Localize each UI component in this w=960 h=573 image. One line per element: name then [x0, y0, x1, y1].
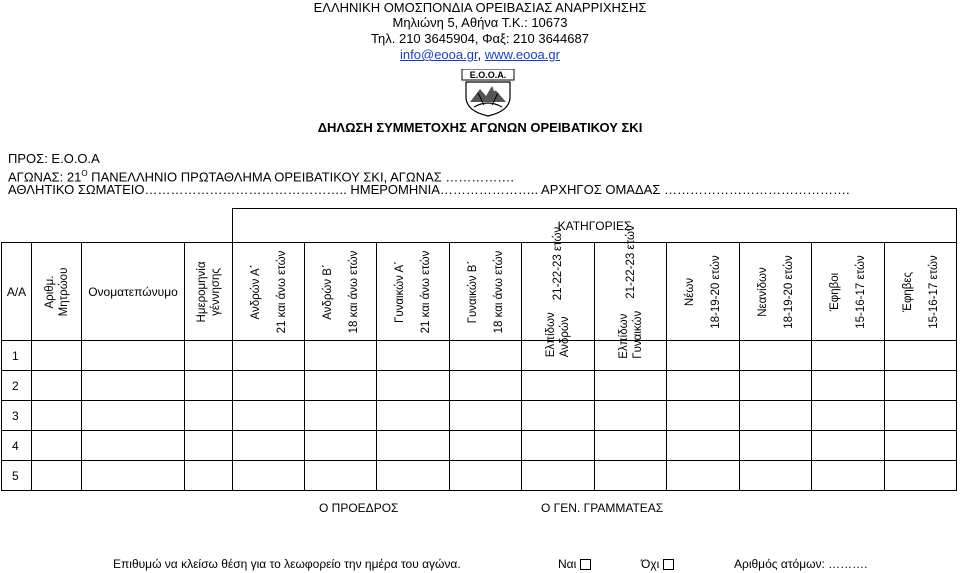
contact-separator: ,: [477, 47, 485, 62]
logo-text: Ε.Ο.Ο.Α.: [469, 70, 507, 80]
col-registry: Αριθμ. Μητρώου: [32, 243, 82, 341]
yes-option[interactable]: [558, 557, 591, 571]
category-cell[interactable]: [885, 461, 957, 491]
category-cell[interactable]: [812, 401, 885, 431]
birthdate-cell[interactable]: [185, 431, 233, 461]
category-cell[interactable]: [305, 431, 377, 461]
table-row: 2: [2, 371, 957, 401]
category-header: Ελπίδων Γυναικών21-22-23 ετών: [595, 243, 667, 341]
birthdate-cell[interactable]: [185, 341, 233, 371]
categories-header: ΚΑΤΗΓΟΡΙΕΣ: [233, 209, 957, 243]
registry-cell[interactable]: [32, 371, 82, 401]
category-cell[interactable]: [305, 371, 377, 401]
category-cell[interactable]: [812, 371, 885, 401]
category-cell[interactable]: [377, 461, 450, 491]
category-cell[interactable]: [812, 341, 885, 371]
birthdate-cell[interactable]: [185, 461, 233, 491]
bus-request-text: Επιθυμώ να κλείσω θέση για το λεωφορείο την ημέρα του αγώνα.: [113, 557, 461, 571]
category-cell[interactable]: [450, 431, 522, 461]
category-header: Ανδρών Β΄ 18 και άνω ετών: [305, 243, 377, 341]
category-cell[interactable]: [522, 371, 595, 401]
category-cell[interactable]: [522, 401, 595, 431]
category-cell[interactable]: [667, 341, 740, 371]
category-header: Ανδρών Α΄ 21 και άνω ετών: [233, 243, 305, 341]
category-cell[interactable]: [812, 461, 885, 491]
no-option[interactable]: [641, 557, 674, 571]
category-header: Ελπίδων Ανδρών21-22-23 ετών: [522, 243, 595, 341]
registry-cell[interactable]: [32, 341, 82, 371]
category-cell[interactable]: [305, 461, 377, 491]
participants-table: [1, 208, 957, 491]
secretary-signature: Ο ΓΕΝ. ΓΡΑΜΜΑΤΕΑΣ: [541, 501, 664, 515]
race-line: ΑΓΩΝΑΣ: $21^O$ ΠΑΝΕΛΛΗΝΙΟ ΠΡΩΤΑΘΛΗΜΑ ΟΡΕΙΒΑΤΙΚΟΥ ΣΚΙ, ΑΓΩΝΑΣ …………….: [8, 169, 514, 185]
table-row: 4: [2, 431, 957, 461]
category-cell[interactable]: [667, 401, 740, 431]
category-cell[interactable]: [233, 341, 305, 371]
category-cell[interactable]: [233, 401, 305, 431]
org-contacts: [0, 47, 960, 62]
registry-cell[interactable]: [32, 431, 82, 461]
category-cell[interactable]: [305, 341, 377, 371]
birthdate-cell[interactable]: [185, 371, 233, 401]
col-aa: Α/Α: [2, 243, 32, 341]
table-row: 5: [2, 461, 957, 491]
registry-cell[interactable]: [32, 461, 82, 491]
category-cell[interactable]: [885, 431, 957, 461]
name-cell[interactable]: [82, 431, 185, 461]
document-title: ΔΗΛΩΣΗ ΣΥΜΜΕΤΟΧΗΣ ΑΓΩΝΩΝ ΟΡΕΙΒΑΤΙΚΟΥ ΣΚΙ: [317, 120, 643, 135]
name-cell[interactable]: [82, 401, 185, 431]
category-cell[interactable]: [233, 431, 305, 461]
category-cell[interactable]: [885, 401, 957, 431]
col-name: Ονοματεπώνυμο: [82, 243, 185, 341]
category-cell[interactable]: [740, 371, 812, 401]
category-cell[interactable]: [522, 461, 595, 491]
category-cell[interactable]: [377, 431, 450, 461]
no-checkbox[interactable]: [663, 559, 674, 570]
email-link[interactable]: info@eooa.gr: [400, 47, 478, 62]
category-cell[interactable]: [305, 401, 377, 431]
category-cell[interactable]: [450, 341, 522, 371]
org-address: Μηλιώνη 5, Αθήνα Τ.Κ.: 10673: [392, 15, 568, 30]
category-cell[interactable]: [740, 341, 812, 371]
category-cell[interactable]: [740, 431, 812, 461]
org-phone: Τηλ. 210 3645904, Φαξ: 210 3644687: [371, 31, 589, 46]
category-cell[interactable]: [740, 461, 812, 491]
federation-logo: [458, 69, 518, 117]
birthdate-cell[interactable]: [185, 401, 233, 431]
recipient-line: ΠΡΟΣ: Ε.Ο.Ο.Α: [8, 151, 100, 166]
club-line: ΑΘΛΗΤΙΚΟ ΣΩΜΑΤΕΙΟ……………………………………….. ΗΜΕΡΟΜΗΝΙΑ………………….. ΑΡΧΗΓΟΣ ΟΜΑΔΑΣ …………………………………….: [8, 182, 850, 197]
category-header: Έφηβες 15-16-17 ετών: [885, 243, 957, 341]
category-cell[interactable]: [595, 401, 667, 431]
category-cell[interactable]: [522, 431, 595, 461]
category-cell[interactable]: [450, 401, 522, 431]
category-header: Γυναικών Α΄ 21 και άνω ετών: [377, 243, 450, 341]
category-header: Γυναικών Β΄ 18 και άνω ετών: [450, 243, 522, 341]
name-cell[interactable]: [82, 371, 185, 401]
category-cell[interactable]: [450, 461, 522, 491]
category-cell[interactable]: [450, 371, 522, 401]
table-row: 1: [2, 341, 957, 371]
category-header: Νέων 18-19-20 ετών: [667, 243, 740, 341]
category-cell[interactable]: [885, 371, 957, 401]
website-link[interactable]: www.eooa.gr: [484, 47, 560, 62]
category-cell[interactable]: [233, 371, 305, 401]
no-label: Όχι: [641, 557, 660, 571]
persons-count: Αριθμός ατόμων: ……….: [734, 557, 868, 571]
category-header: Νεανίδων 18-19-20 ετών: [740, 243, 812, 341]
yes-label: Ναι: [558, 557, 577, 571]
category-cell[interactable]: [667, 371, 740, 401]
category-cell[interactable]: [812, 431, 885, 461]
name-cell[interactable]: [82, 461, 185, 491]
president-signature: Ο ΠΡΟΕΔΡΟΣ: [319, 501, 399, 515]
org-name: ΕΛΛΗΝΙΚΗ ΟΜΟΣΠΟΝΔΙΑ ΟΡΕΙΒΑΣΙΑΣ ΑΝΑΡΡΙΧΗΣΗΣ: [313, 0, 647, 15]
category-cell[interactable]: [667, 431, 740, 461]
col-birthdate: Ημερομηνία γέννησης: [185, 243, 233, 341]
category-cell[interactable]: [595, 431, 667, 461]
category-cell[interactable]: [595, 461, 667, 491]
category-header: Έφηβοι 15-16-17 ετών: [812, 243, 885, 341]
registry-cell[interactable]: [32, 401, 82, 431]
category-cell[interactable]: [377, 371, 450, 401]
category-cell[interactable]: [595, 371, 667, 401]
category-cell[interactable]: [377, 401, 450, 431]
category-cell[interactable]: [885, 341, 957, 371]
table-row: 3: [2, 401, 957, 431]
yes-checkbox[interactable]: [580, 559, 591, 570]
category-cell[interactable]: [667, 461, 740, 491]
category-cell[interactable]: [740, 401, 812, 431]
name-cell[interactable]: [82, 341, 185, 371]
category-cell[interactable]: [233, 461, 305, 491]
category-cell[interactable]: [377, 341, 450, 371]
